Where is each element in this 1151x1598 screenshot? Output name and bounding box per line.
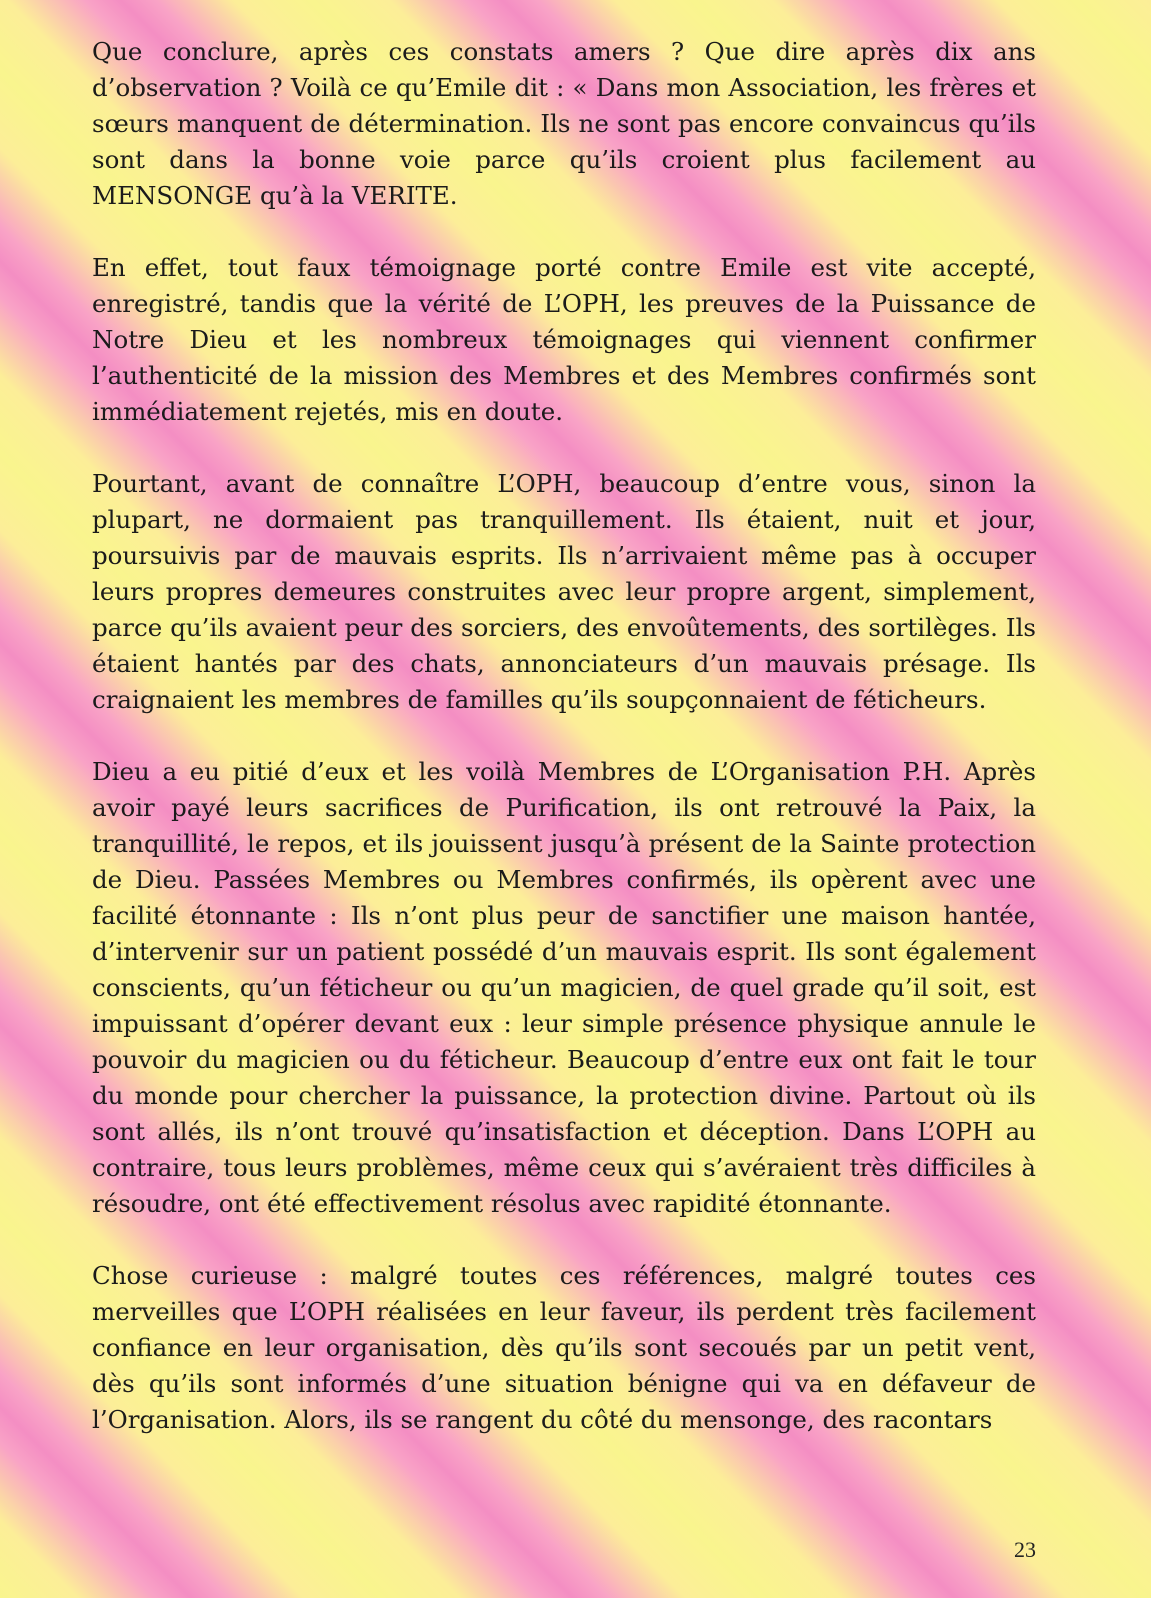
paragraph-4: Dieu a eu pitié d’eux et les voilà Membres de L’Organisation P.H. Après avoir payé leurs sacrifices de Purification, ils ont retrouvé la Paix, la tranquillité, le repos, et ils jouissent jusqu’à présent de la Sainte protection de Dieu. Passées Membres ou Membres confirmés, ils opèrent avec une facilité étonnante : Ils n’ont plus peur de sanctifier une maison hantée, d’intervenir sur un patient possédé d’un mauvais esprit. Ils sont également conscients, qu’un féticheur ou qu’un magicien, de quel grade qu’il soit, est impuissant d’opérer devant eux : leur simple présence physique annule le pouvoir du magicien ou du féticheur. Beaucoup d’entre eux ont fait le tour du monde pour chercher la puissance, la protection divine. Partout où ils sont allés, ils n’ont trouvé qu’insatisfaction et déception. Dans L’OPH au contraire, tous leurs problèmes, même ceux qui s’avéraient très difficiles à résoudre, ont été effectivement résolus avec rapidité étonnante. xyxy=(92,757,1036,1218)
page-number: 23 xyxy=(1014,1537,1036,1562)
document-body xyxy=(92,34,1036,1474)
paragraph-5: Chose curieuse : malgré toutes ces références, malgré toutes ces merveilles que L’OPH réalisées en leur faveur, ils perdent très facilement confiance en leur organisation, dès qu’ils sont secoués par un petit vent, dès qu’ils sont informés d’une situation bénigne qui va en défaveur de l’Organisation. Alors, ils se rangent du côté du mensonge, des racontars xyxy=(92,1261,1036,1434)
paragraph-3: Pourtant, avant de connaître L’OPH, beaucoup d’entre vous, sinon la plupart, ne dormaient pas tranquillement. Ils étaient, nuit et jour, poursuivis par de mauvais esprits. Ils n’arrivaient même pas à occuper leurs propres demeures construites avec leur propre argent, simplement, parce qu’ils avaient peur des sorciers, des envoûtements, des sortilèges. Ils étaient hantés par des chats, annonciateurs d’un mauvais présage. Ils craignaient les membres de familles qu’ils soupçonnaient de féticheurs. xyxy=(92,469,1036,714)
paragraph-2: En effet, tout faux témoignage porté contre Emile est vite accepté, enregistré, tandis que la vérité de L’OPH, les preuves de la Puissance de Notre Dieu et les nombreux témoignages qui viennent confirmer l’authenticité de la mission des Membres et des Membres confirmés sont immédiatement rejetés, mis en doute. xyxy=(92,253,1036,426)
paragraph-1: Que conclure, après ces constats amers ? Que dire après dix ans d’observation ? Voilà ce qu’Emile dit : « Dans mon Association, les frères et sœurs manquent de détermination. Ils ne sont pas encore convaincus qu’ils sont dans la bonne voie parce qu’ils croient plus facilement au MENSONGE qu’à la VERITE. xyxy=(92,37,1036,210)
